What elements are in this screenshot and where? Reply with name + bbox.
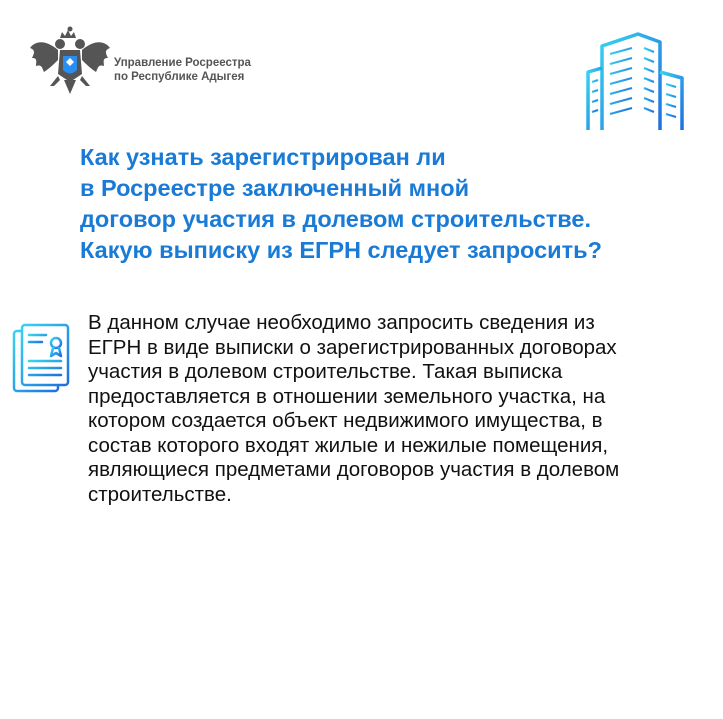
body-line-1: В данном случае необходимо запросить сведения из [88, 311, 595, 334]
body-line-6: состав которого входят жилые и нежилые помещения, [88, 433, 609, 457]
body-line-2: ЕГРН в виде выписки о зарегистрированных договорах [88, 335, 617, 359]
heading-line-1: Как узнать зарегистрирован ли [80, 144, 446, 170]
organization-name-line-2: по Республике Адыгея [114, 71, 245, 83]
certificate-document-icon [10, 323, 72, 395]
body-line-7: являющиеся предметами договоров участия в долевом [88, 458, 620, 481]
body-line-5: котором создается объект недвижимого имущества, в [88, 409, 603, 432]
body-line-3: участия в долевом строительстве. Такая выписка [88, 360, 563, 383]
heading-line-2: в Росреестре заключенный мной [80, 175, 470, 201]
body-line-8: строительстве. [88, 482, 232, 506]
heading-line-3: договор участия в долевом строительстве. [80, 206, 591, 232]
organization-name-line-1: Управление Росреестра [114, 57, 251, 69]
building-icon [582, 32, 690, 134]
heading-line-4: Какую выписку из ЕГРН следует запросить? [80, 237, 602, 263]
body-line-4: предоставляется в отношении земельного участка, на [88, 384, 606, 408]
eagle-emblem-icon [30, 24, 110, 100]
organization-name [114, 56, 251, 84]
answer-paragraph [88, 311, 708, 507]
question-heading [80, 142, 716, 266]
